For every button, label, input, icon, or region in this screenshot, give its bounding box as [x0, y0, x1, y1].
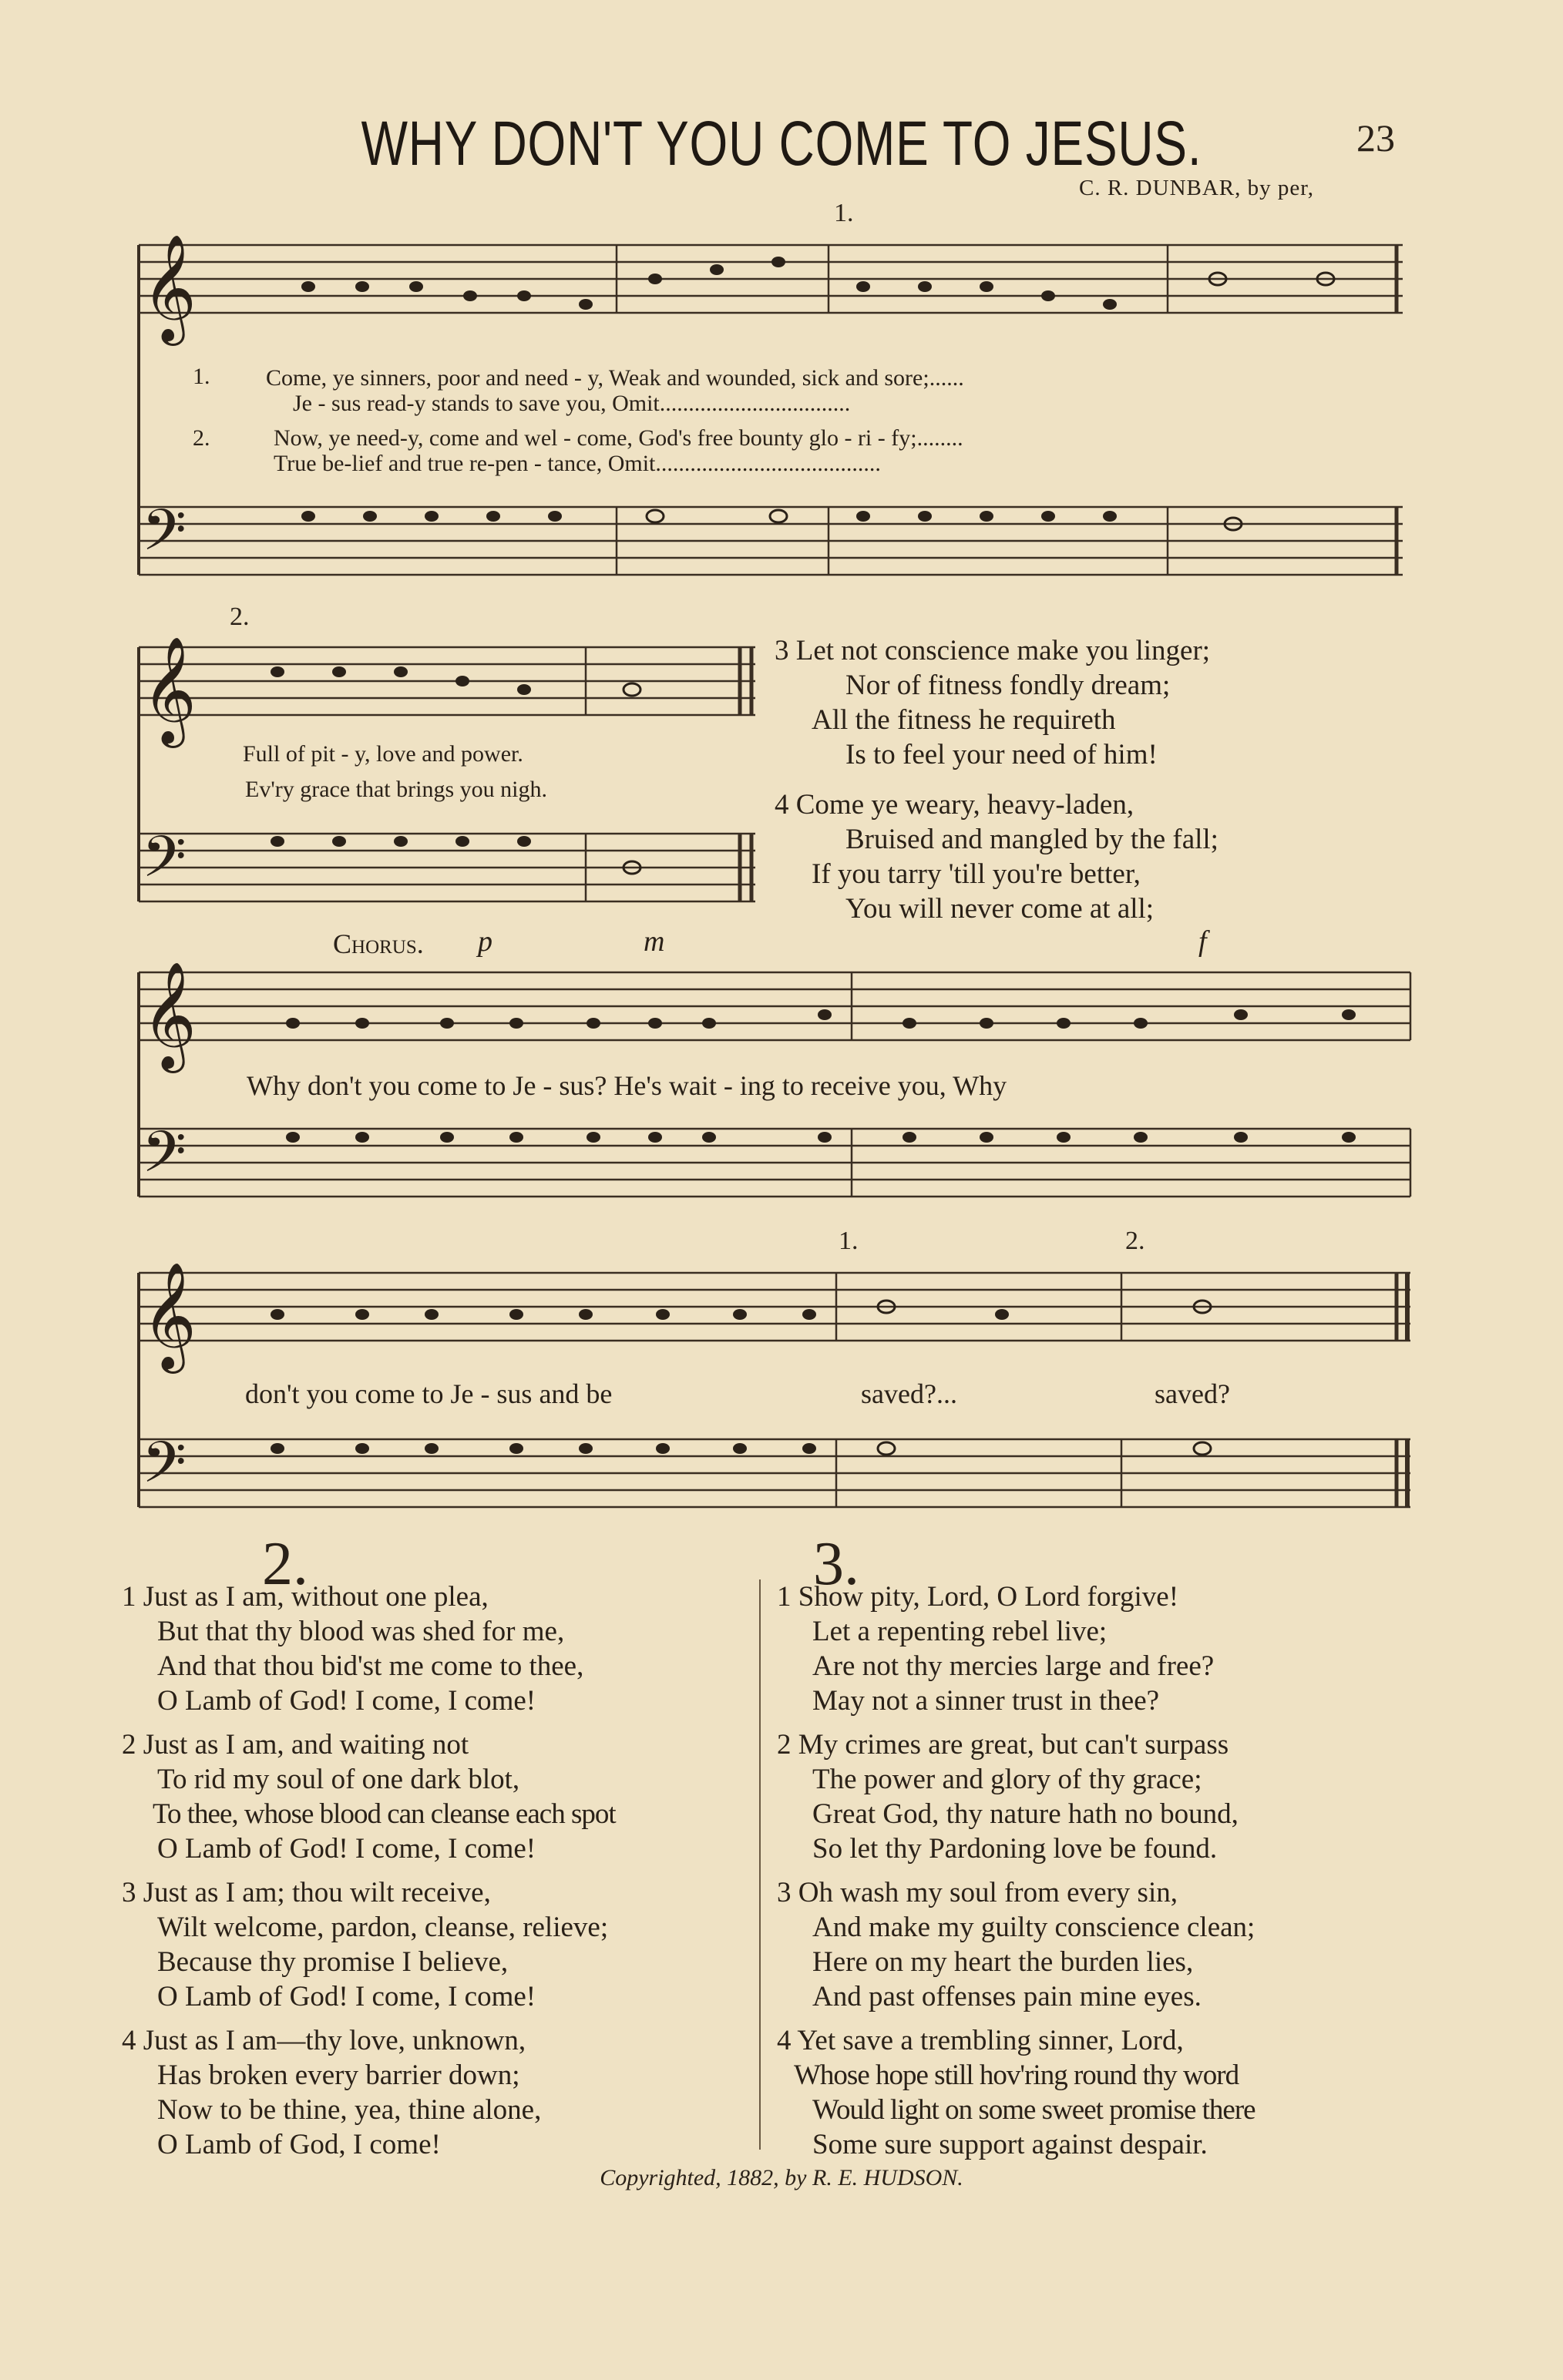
verse-line: And past offenses pain mine eyes. — [812, 1981, 1202, 2012]
hymn-stanza — [777, 1875, 1255, 2014]
bass-clef-icon: 𝄢 — [142, 497, 187, 578]
verse-line: Has broken every barrier down; — [157, 2059, 520, 2091]
treble-clef-icon: 𝄞 — [142, 1262, 197, 1369]
verse-line: Would light on some sweet promise there — [812, 2094, 1255, 2126]
lyric-line: Now, ye need-y, come and wel - come, God's free bounty glo - ri - fy;........ — [274, 425, 963, 451]
verse-line: 3 Let not conscience make you linger; — [775, 635, 1211, 666]
bass-clef-icon: 𝄢 — [142, 1119, 187, 1200]
chorus2-treble-staff — [139, 1273, 1410, 1341]
verse-line: Nor of fitness fondly dream; — [845, 670, 1171, 701]
verse-line: Let a repenting rebel live; — [812, 1616, 1108, 1647]
hymn-stanza — [122, 1579, 616, 1718]
hymn-stanza — [122, 1875, 616, 2014]
system2-bass-staff — [139, 834, 755, 901]
hymn-2-text — [122, 1579, 616, 2162]
lyric-line: Come, ye sinners, poor and need - y, Weak and wounded, sick and sore;...... — [266, 365, 964, 391]
chorus-lyric-ending: saved? — [1155, 1378, 1230, 1409]
verse-number: 2. — [193, 425, 210, 451]
column-divider — [759, 1579, 761, 2150]
treble-clef-icon: 𝄞 — [142, 636, 197, 744]
hymn-3-text — [777, 1579, 1255, 2162]
lyric-line: Je - sus read-y stands to save you, Omit................................. — [293, 391, 851, 416]
dynamic-marking: m — [644, 925, 665, 958]
chorus-label: Chorus. — [333, 928, 424, 959]
verse-line: Here on my heart the burden lies, — [812, 1946, 1194, 1978]
verse-line: O Lamb of God! I come, I come! — [157, 1685, 536, 1717]
verse-line: 3 Just as I am; thou wilt receive, — [122, 1877, 491, 1908]
dynamic-marking: p — [478, 925, 492, 958]
verse-line: 3 Oh wash my soul from every sin, — [777, 1877, 1178, 1908]
dynamic-marking: f — [1198, 925, 1207, 958]
second-ending-label: 2. — [1125, 1227, 1145, 1255]
verse-line: If you tarry 'till you're better, — [812, 858, 1141, 890]
copyright-notice: Copyrighted, 1882, by R. E. HUDSON. — [600, 2165, 963, 2190]
verse-line: 2 My crimes are great, but can't surpass — [777, 1729, 1229, 1761]
verse-line: You will never come at all; — [845, 893, 1155, 925]
verse-line: To thee, whose blood can cleanse each spot — [153, 1798, 616, 1830]
system1-bass-notes — [301, 510, 1242, 530]
clefs — [142, 234, 197, 1510]
verse-line: Whose hope still hov'ring round thy word — [794, 2059, 1239, 2091]
verse-line: So let thy Pardoning love be found. — [812, 1833, 1218, 1865]
second-ending-label: 2. — [230, 603, 250, 631]
chorus1-treble-staff — [139, 972, 1410, 1040]
verse-number: 1. — [193, 364, 210, 389]
bass-clef-icon: 𝄢 — [142, 1429, 187, 1510]
treble-clef-icon: 𝄞 — [142, 962, 197, 1069]
bass-clef-icon: 𝄢 — [142, 824, 187, 905]
verse-line: 4 Come ye weary, heavy-laden, — [775, 789, 1134, 821]
page-number: 23 — [1356, 116, 1395, 159]
verse-line: Some sure support against despair. — [812, 2129, 1208, 2160]
hymn-stanza — [777, 2023, 1255, 2162]
hymn-number: 2. — [262, 1530, 308, 1598]
verse-line: Because thy promise I believe, — [157, 1946, 509, 1978]
composer-credit: C. R. DUNBAR, by per, — [1079, 176, 1315, 200]
system2-treble-staff — [139, 647, 755, 715]
verse-line: May not a sinner trust in thee? — [812, 1685, 1160, 1717]
side-verse-4 — [775, 787, 1218, 926]
side-verse-3 — [775, 633, 1210, 772]
verse-line: Are not thy mercies large and free? — [812, 1650, 1215, 1682]
hymn-stanza — [122, 2023, 616, 2162]
first-ending-label: 1. — [834, 199, 854, 227]
chorus-lyric-ending: saved?... — [861, 1378, 957, 1409]
verse-line: The power and glory of thy grace; — [812, 1764, 1202, 1795]
verse-line: Great God, thy nature hath no bound, — [812, 1798, 1239, 1830]
verse-line: But that thy blood was shed for me, — [157, 1616, 565, 1647]
verse-line: O Lamb of God! I come, I come! — [157, 1981, 536, 2012]
chorus-lyric-line: Why don't you come to Je - sus? He's wait - ing to receive you, Why — [247, 1070, 1007, 1101]
system1-treble-notes — [301, 257, 1334, 310]
lyric-line: Full of pit - y, love and power. — [243, 741, 523, 767]
verse-line: 1 Just as I am, without one plea, — [122, 1581, 489, 1613]
verse-line: Now to be thine, yea, thine alone, — [157, 2094, 542, 2126]
treble-clef-icon: 𝄞 — [142, 234, 197, 341]
lyric-line: Ev'ry grace that brings you nigh. — [245, 777, 547, 802]
hymn-stanza — [777, 1579, 1255, 1718]
verse-line: Wilt welcome, pardon, cleanse, relieve; — [157, 1912, 609, 1943]
chorus1-bass-staff — [139, 1129, 1410, 1197]
verse-line: O Lamb of God! I come, I come! — [157, 1833, 536, 1865]
verse-line: Is to feel your need of him! — [845, 739, 1158, 770]
verse-line: All the fitness he requireth — [812, 704, 1116, 736]
verse-line: 4 Yet save a trembling sinner, Lord, — [777, 2025, 1184, 2056]
first-ending-label: 1. — [839, 1227, 859, 1255]
system1-treble-staff — [139, 245, 1403, 313]
hymn-number: 3. — [813, 1530, 859, 1598]
verse-line: Bruised and mangled by the fall; — [845, 824, 1218, 855]
verse-line: 4 Just as I am—thy love, unknown, — [122, 2025, 526, 2056]
verse-line: 1 Show pity, Lord, O Lord forgive! — [777, 1581, 1179, 1613]
lyric-line: True be-lief and true re-pen - tance, Omit....................................... — [274, 451, 881, 476]
verse-line: O Lamb of God, I come! — [157, 2129, 441, 2160]
verse-line: To rid my soul of one dark blot, — [157, 1764, 520, 1795]
hymn-title: WHY DON'T YOU COME TO JESUS. — [361, 109, 1202, 179]
chorus-lyric-line: don't you come to Je - sus and be — [245, 1378, 613, 1409]
hymn-stanza — [777, 1727, 1255, 1866]
hymn-stanza — [122, 1727, 616, 1866]
verse-line: 2 Just as I am, and waiting not — [122, 1729, 469, 1761]
verse-line: And make my guilty conscience clean; — [812, 1912, 1255, 1943]
chorus2-bass-staff — [139, 1439, 1410, 1507]
verse-line: And that thou bid'st me come to thee, — [157, 1650, 584, 1682]
